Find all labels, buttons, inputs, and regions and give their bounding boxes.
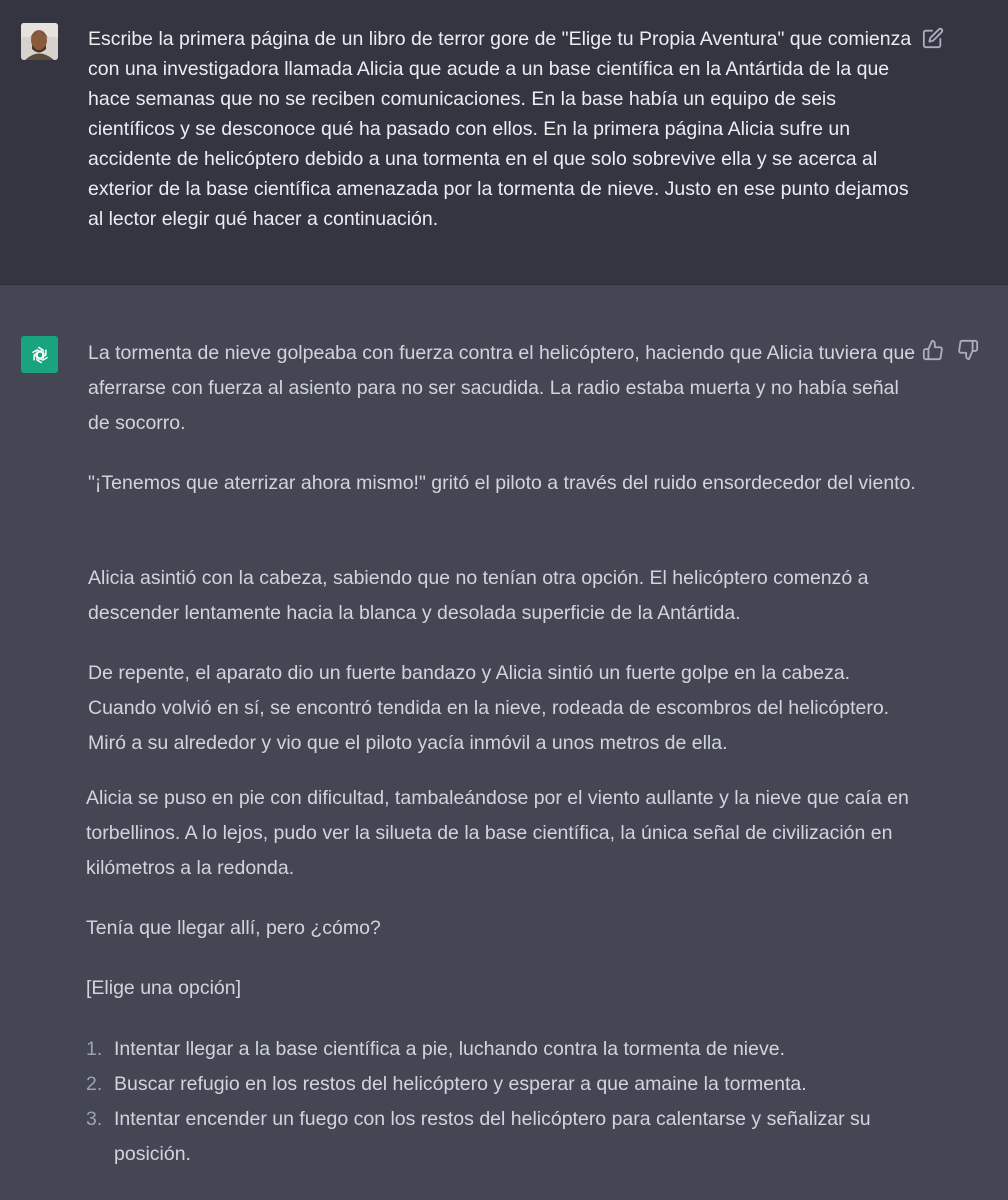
list-item [86, 1102, 906, 1172]
thumbs-down-icon [957, 339, 979, 361]
list-item-number: 2. [86, 1073, 103, 1095]
thumbs-down-button[interactable] [957, 339, 979, 361]
thumbs-up-icon [922, 339, 944, 361]
response-paragraph: La tormenta de nieve golpeaba con fuerza contra el helicóptero, haciendo que Alicia tuviera que aferrarse con fuerza al asiento para no ser sacudida. La radio estaba muerta y no había señal de socorro. [88, 342, 916, 434]
response-paragraph: Alicia asintió con la cabeza, sabiendo que no tenían otra opción. El helicóptero comenzó a descender lentamente hacia la blanca y desolada superficie de la Antártida. [88, 567, 869, 624]
edit-message-button[interactable] [922, 27, 944, 49]
user-avatar-photo [21, 23, 58, 60]
list-item [86, 1067, 906, 1102]
thumbs-up-button[interactable] [922, 339, 944, 361]
user-prompt-text: Escribe la primera página de un libro de terror gore de "Elige tu Propia Aventura" que comienza con una investigadora llamada Alicia que acude a un base científica en la Antártida de la que hace semanas que no se reciben comunicaciones. En la base había un equipo de seis científicos y se desconoce qué ha pasado con ellos. En la primera página Alicia sufre un accidente de helicóptero debido a una tormenta en el que solo sobrevive ella y se acerca al exterior de la base científica amenazada por la tormenta de nieve. Justo en ese punto dejamos al lector elegir qué hacer a continuación. [88, 28, 912, 230]
response-paragraph: Alicia se puso en pie con dificultad, tambaleándose por el viento aullante y la nieve que caía en torbellinos. A lo lejos, pudo ver la silueta de la base científica, la única señal de civilización en kilómetros a la redonda. [86, 787, 909, 879]
list-item-text: Intentar encender un fuego con los restos del helicóptero para calentarse y señalizar su posición. [114, 1108, 871, 1165]
assistant-avatar [21, 336, 58, 373]
list-item-number: 1. [86, 1038, 103, 1060]
response-paragraph: Tenía que llegar allí, pero ¿cómo? [86, 917, 381, 939]
list-item [86, 1032, 906, 1067]
openai-logo-icon [27, 342, 53, 368]
choice-list [86, 1032, 906, 1172]
user-message [0, 0, 1008, 285]
response-paragraph: De repente, el aparato dio un fuerte bandazo y Alicia sintió un fuerte golpe en la cabeza. Cuando volvió en sí, se encontró tendida en la nieve, rodeada de escombros del helicóptero. Miró a su alrededor y vio que el piloto yacía inmóvil a unos metros de ella. [88, 662, 890, 754]
list-item-number: 3. [86, 1108, 103, 1130]
list-item-text: Intentar llegar a la base científica a pie, luchando contra la tormenta de nieve. [114, 1038, 785, 1060]
edit-icon [922, 27, 944, 49]
list-item-text: Buscar refugio en los restos del helicóptero y esperar a que amaine la tormenta. [114, 1073, 807, 1095]
response-paragraph: [Elige una opción] [86, 977, 242, 999]
response-paragraph: "¡Tenemos que aterrizar ahora mismo!" gritó el piloto a través del ruido ensordecedor del viento. [88, 472, 916, 494]
user-avatar [21, 23, 58, 60]
